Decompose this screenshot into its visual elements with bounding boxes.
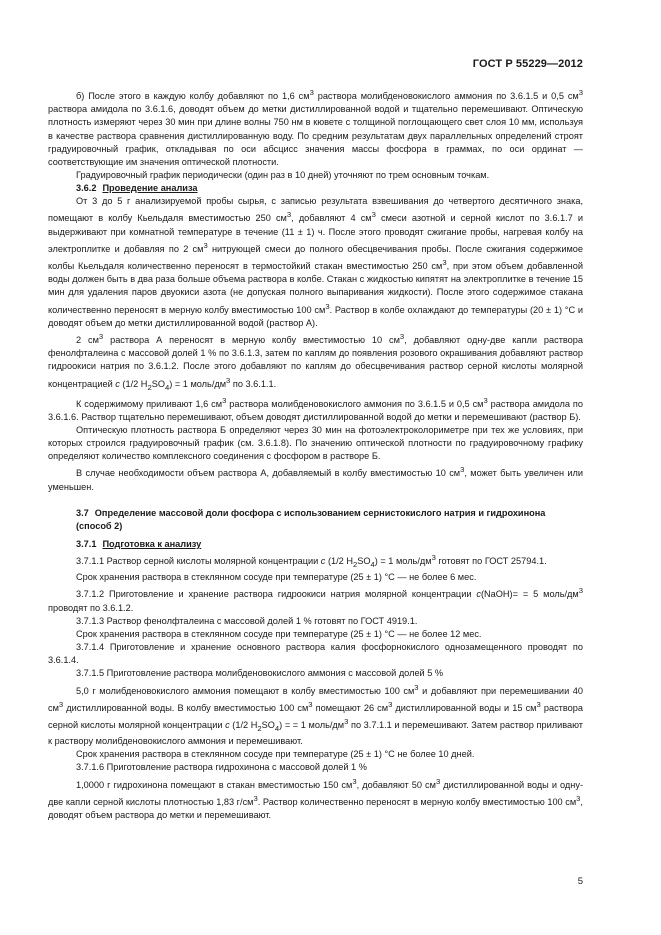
- page-number: 5: [577, 876, 583, 887]
- paragraph: Оптическую плотность раствора Б определяют через 30 мин на фотоэлектроколориметре при тех же условиях, при которых строился градуировочный график (см. 3.6.1.8). По значению оптической плотности по градуировочному графику определяют количество комплексного соединения с фосфором в растворе Б.: [48, 424, 583, 462]
- subsection-heading: [48, 182, 583, 195]
- paragraph: 1,0000 г гидрохинона помещают в стакан вместимостью 150 $см^3$, добавляют 50 $см^3$ дистиллированной воды и одну-две капли серной кислоты плотностью 1,83 $г/см^3$. Раствор количественно переносят в мерную колбу вместимостью 100 $см^3$, доводят объем раствора до метки и перемешивают.: [48, 776, 583, 820]
- subsection-heading: [48, 538, 583, 551]
- heading-number: 3.7.1: [76, 539, 97, 550]
- paragraph: 3.7.1.3 Раствор фенолфталеина с массовой долей 1 % готовят по ГОСТ 4919.1.: [76, 615, 418, 626]
- paragraph: 3.7.1.2 Приготовление и хранение раствора гидроокиси натрия молярной концентрации с(NaOH)= = 5 моль/$дм^3$ проводят по 3.6.1.2.: [48, 586, 583, 613]
- paragraph: 3.7.1.6 Приготовление раствора гидрохинона с массовой долей 1 %: [76, 762, 367, 773]
- paragraph: 2 $см^3$ раствора А переносят в мерную колбу вместимостью 10 $см^3$, добавляют одну-две капли раствора фенолфталеина с массовой долей 1 % по 3.6.1.3, затем по каплям до появления розового окрашивания добавляют раствор гидроокиси натрия по 3.6.1.2. После этого добавляют по каплям до обесцвечивания раствор серной кислоты молярной концентрацией с (1/2 $H_2SO_4) = 1$ моль/$дм^3$ по 3.6.1.1.: [48, 331, 584, 392]
- section-number: 3.7: [76, 507, 89, 518]
- paragraph: Срок хранения раствора в стеклянном сосуде при температуре (25 ± 1) °С — не более 12 мес.: [76, 628, 482, 639]
- heading-title: Подготовка к анализу: [102, 539, 202, 550]
- paragraph: Градуировочный график периодически (один раз в 10 дней) уточняют по трем основным точкам.: [76, 170, 490, 180]
- section-title: Определение массовой доли фосфора с использованием сернистокислого натрия и гидрохинона (способ 2): [76, 507, 546, 531]
- paragraph: В случае необходимости объем раствора А, добавляемый в колбу вместимостью 10 $см^3$, может быть увеличен или уменьшен.: [48, 465, 583, 492]
- section-heading: [48, 507, 583, 533]
- document-body: [48, 86, 583, 822]
- paragraph: 3.7.1.4 Приготовление и хранение основного раствора калия фосфорнокислого однозамещенного проводят по 3.6.1.4.: [48, 642, 583, 666]
- paragraph: 3.7.1.1 Раствор серной кислоты молярной концентрации с (1/2 $H_2SO_4) = 1$ моль/$дм^3$ готовят по ГОСТ 25794.1.: [76, 553, 547, 570]
- paragraph: 5,0 г молибденовокислого аммония помещают в колбу вместимостью 100 $см^3$ и добавляют при перемешивании 40 $см^3$ дистиллированной воды. В колбу вместимостью 100 $см^3$ помещают 26 $см^3$ дистиллированной воды и 15 $см^3$ раствора серной кислоты молярной концентрации с (1/2 $H_2SO_4$) = = 1 моль/$дм^3$ по 3.7.1.1 и перемешивают. Затем раствор приливают к раствору молибденовокислого аммония и перемешивают.: [48, 682, 583, 747]
- heading-number: 3.6.2: [76, 183, 97, 194]
- paragraph: Срок хранения раствора в стеклянном сосуде при температуре (25 ± 1) °С — не более 6 мес.: [76, 572, 477, 583]
- page-header: ГОСТ Р 55229—2012: [472, 58, 583, 70]
- paragraph: Срок хранения раствора в стеклянном сосуде при температуре (25 ± 1) °С не более 10 дней.: [76, 749, 475, 760]
- paragraph: 3.7.1.5 Приготовление раствора молибденовокислого аммония с массовой долей 5 %: [76, 668, 444, 679]
- paragraph: От 3 до 5 г анализируемой пробы сырья, с записью результата взвешивания до четвертого десятичного знака, помещают в колбу Кьельдаля вместимостью 250 $см^3$, добавляют 4 $см^3$ смеси азотной и серной кислот по 3.6.1.7 и выдерживают при комнатной температуре в течение (11 ± 1) ч. После этого проводят сжигание пробы, нагревая колбу на электроплитке и добавляя по 2 $см^3$ нитрующей смеси до полного обесцвечивания пробы. После сжигания содержимое колбы Кьельдаля количественно переносят в термостойкий стакан вместимостью 250 $см^3$, при этом объем добавленной воды должен быть в два раза больше объема раствора в колбе. Стакан с жидкостью кипятят на электроплитке в течение 15 мин для удаления паров двуокиси азота (не допуская полного выпаривания жидкости). После этого содержимое стакана количественно переносят в мерную колбу вместимостью 100 $см^3$. Раствор в колбе охлаждают до температуры (20 ± 1) °С и доводят объем до метки дистиллированной водой (раствор А).: [48, 196, 584, 328]
- heading-title: Проведение анализа: [102, 183, 198, 194]
- paragraph: К содержимому приливают 1,6 $см^3$ раствора молибденовокислого аммония по 3.6.1.5 и 0,5 $см^3$ раствора амидола по 3.6.1.6. Раствор тщательно перемешивают, объем доводят дистиллированной водой до метки и перемешивают (раствор Б).: [48, 395, 583, 422]
- paragraph: б) После этого в каждую колбу добавляют по 1,6 $см^3$ раствора молибденовокислого аммония по 3.6.1.5 и 0,5 $см^3$ раствора амидола по 3.6.1.6, доводят объем до метки дистиллированной водой и тщательно перемешивают. Оптическую плотность измеряют через 30 мин при длине волны 750 нм в кювете с толщиной поглощающего свет слоя 10 мм, используя в качестве раствора сравнения дистиллированную воду. По средним результатам двух параллельных определений строят градуировочный график, откладывая по оси абсцисс значения массы фосфора в граммах, по оси ординат — соответствующие им значения оптической плотности.: [48, 88, 583, 167]
